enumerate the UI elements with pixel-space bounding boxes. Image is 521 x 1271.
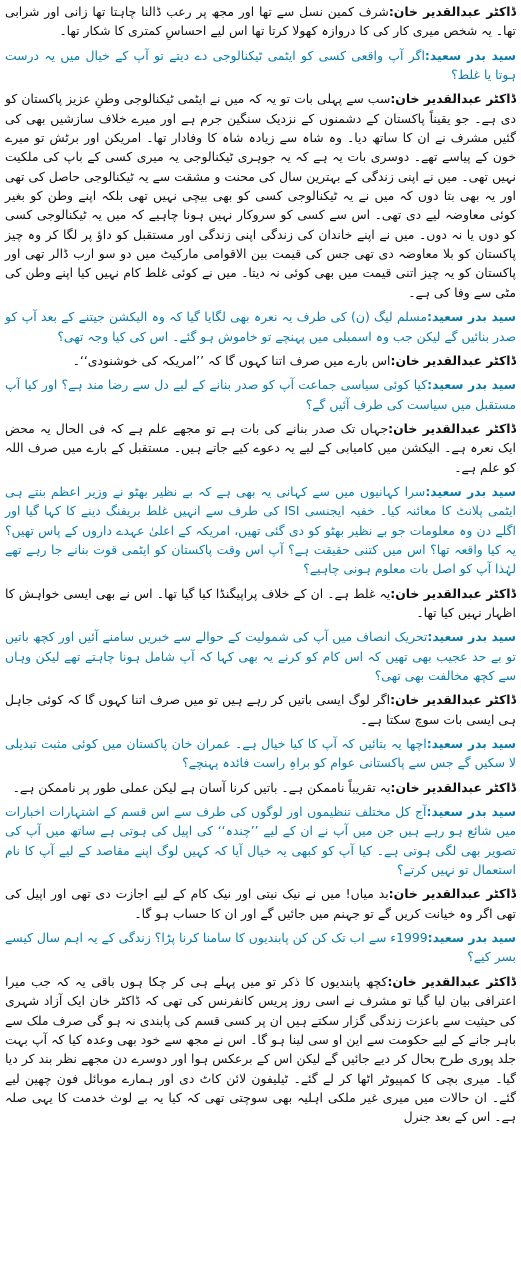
speaker-label: سید بدر سعید:: [426, 309, 516, 325]
answer-text: کچھ پابندیوں کا ذکر تو میں پہلے ہی کر چکا ہوں باقی یہ کہ جب میرا اعترافی بیان لیا گیا تو مشرف نے اسی روز پریس کانفرنس کی تھی کہ ڈاکٹر خان ایک آزاد شہری کی حیثیت سے باعزت زندگی گزار سکتے ہیں ان پر کسی قسم کی پابندی نہ ہو گی صرف ملک سے باہر جانے کے لیے حکومت سے این او سی لینا ہو گا۔ اس نے مجھ سے خود بھی وعدہ کیا کہ آپ بہت جلد پوری طرح بحال کر دیے جائیں گے لیکن اس کے برعکس ہوا اور دوسرے دن مجھے نظر بند کر دیا گیا۔ میری بچی کا کمپیوٹر اٹھا کر لے گئے۔ ٹیلیفون لائن کاٹ دی اور ہمارے موبائل فون چھین لیے گئے۔ ان حالات میں میری غیر ملکی اہلیہ بھی سوچتی تھی کہ کیا یہ بے لوث خدمت کا یہی صلہ ہے۔ اس کے بعد جنرل: [5, 973, 516, 1125]
speaker-label: سید بدر سعید:: [427, 930, 516, 946]
question-paragraph: [5, 482, 516, 579]
answer-paragraph: [5, 972, 516, 1127]
question-text: اچھا یہ بتائیں کہ آپ کا کیا خیال ہے۔ عمران خان پاکستان میں کوئی مثبت تبدیلی لا سکیں گے جس سے پاکستانی عوام کو براہِ راست فائدہ پہنچے؟: [5, 736, 516, 771]
question-text: کیا کوئی سیاسی جماعت آپ کو صدر بنانے کے لیے دل سے رضا مند ہے؟ اور کیا آپ مستقبل میں سیاست کی طرف آئیں گے؟: [5, 377, 516, 412]
question-paragraph: [5, 46, 516, 85]
question-text: مسلم لیگ (ن) کی طرف یہ نعرہ بھی لگایا گیا کہ وہ الیکشن جیتنے کے بعد آپ کو صدر بنائیں گے لیکن جب وہ اسمبلی میں پہنچے تو خاموش ہو گئے۔ اس کی کیا وجہ تھی؟: [5, 309, 516, 344]
speaker-label: ڈاکٹر عبدالقدیر خان:: [388, 420, 516, 436]
speaker-label: سید بدر سعید:: [427, 629, 516, 645]
speaker-label: ڈاکٹر عبدالقدیر خان:: [388, 4, 517, 19]
answer-text: اس بارے میں صرف اتنا کہوں گا کہ ’’امریکہ کی خوشنودی‘‘۔: [72, 352, 391, 368]
answer-text: یہ تقریباً ناممکن ہے۔ باتیں کرنا آسان ہے لیکن عملی طور پر ناممکن ہے۔: [12, 779, 391, 795]
speaker-label: سید بدر سعید:: [426, 736, 516, 752]
answer-text: سب سے پہلی بات تو یہ کہ میں نے ایٹمی ٹیکنالوجی وطنِ عزیز پاکستان کو دی ہے۔ جو یقیناً پاکستان کے دشمنوں کے نزدیک سنگین جرم ہے اور میرے خلاف سازشیں بھی کی گئیں مشرف نے ان کا ساتھ دیا۔ وہ شاہ سے زیادہ شاہ کا وفادار تھا۔ امریکن اور برٹش تو میرے خون کے پیاسے تھے۔ دوسری بات یہ ہے کہ یہ جوہری ٹیکنالوجی یہ میری کسی کے باپ کی ملکیت نہیں تھی۔ میں نے اپنی زندگی کے بہترین سال کی محنت و مشقت سے یہ ٹیکنالوجی حاصل کی تھی اور یہ بھی بتا دوں کہ میں نے یہ ٹیکنالوجی کسی کو بھی بیچی نہیں تھی بلکہ اپنے وطن کو بغیر کوئی معاوضہ لیے دی تھی۔ اس سے کسی کو سروکار نہیں ہونا چاہیے کہ میں یہ ٹیکنالوجی کسی کو دوں یا نہ دوں۔ میں نے اپنے خاندان کی زندگی اپنی زندگی اور مستقبل کو داؤ پر لگا کر وہ چیز پاکستان کو بلا معاوضہ دی تھی جس کی قیمت بین الاقوامی مارکیٹ میں دو سو ارب ڈالر تھی اور پاکستان کو یہ چیز اتنی قیمت میں بھی کوئی نہ دیتا۔ میں نے کوئی غلط کام نہیں کیا اپنے وطن کی مٹی سے وفا کی ہے۔: [5, 91, 516, 300]
answer-paragraph: [5, 351, 516, 370]
question-text: سرا کہانیوں میں سے کہانی یہ بھی ہے کہ بے نظیر بھٹو نے وزیر اعظم بنتے ہی ایٹمی پلانٹ کا معائنہ کیا۔ خفیہ ایجنسی ISI کی طرف سے انہیں غلط بریفنگ دینے کا کہا گیا اور اگلے دن وہ معلومات جو بے نظیر بھٹو کو دی گئی تھیں، امریکہ کے اعلیٰ عہدے داروں کے پاس تھیں؟ یہ کیا واقعہ تھا؟ اس میں کتنی حقیقت ہے؟ آپ اس وقت پاکستان کو ایٹمی قوت بنانے جا رہے تھے لہٰذا آپ کو اصل بات معلوم ہونی چاہیے؟: [5, 483, 516, 577]
speaker-label: ڈاکٹر عبدالقدیر خان:: [387, 973, 516, 989]
answer-paragraph: [5, 778, 516, 797]
speaker-label: ڈاکٹر عبدالقدیر خان:: [390, 692, 516, 708]
speaker-label: سید بدر سعید:: [426, 804, 516, 820]
answer-text: بد میاں! میں نے نیک نیتی اور نیک کام کے لیے اجازت دی تھی اور اپیل کی تھی اگر وہ خیانت کریں گے تو جہنم میں جائیں گے اور ان کا حساب ہو گا۔: [5, 886, 516, 921]
answer-paragraph: [5, 419, 516, 477]
question-text: 1999ء سے اب تک کن کن پابندیوں کا سامنا کرنا پڑا؟ زندگی کے یہ اہم سال کیسے بسر کیے؟: [5, 930, 516, 965]
question-paragraph: [5, 802, 516, 879]
speaker-label: سید بدر سعید:: [425, 483, 516, 499]
question-paragraph: [5, 734, 516, 773]
speaker-label: سید بدر سعید:: [424, 47, 516, 63]
answer-paragraph: [5, 89, 516, 302]
answer-paragraph: [5, 884, 516, 923]
answer-text: اگر لوگ ایسی باتیں کر رہے ہیں تو میں صرف اتنا کہوں گا کہ کوئی جاہل ہی ایسی بات سوچ سکتا ہے۔: [5, 692, 516, 727]
speaker-label: ڈاکٹر عبدالقدیر خان:: [388, 886, 516, 902]
speaker-label: سید بدر سعید:: [427, 377, 516, 393]
question-paragraph: [5, 627, 516, 685]
answer-text: جہاں تک صدر بنانے کی بات ہے تو مجھے علم ہے کہ فی الحال یہ محض ایک نعرہ ہے۔ الیکشن میں کامیابی کے لیے یہ دعوے کیے جاتے ہیں۔ مستقبل کے بارے میں صرف اللہ کو علم ہے۔: [5, 420, 516, 475]
speaker-label: ڈاکٹر عبدالقدیر خان:: [390, 585, 516, 601]
question-paragraph: [5, 928, 516, 967]
answer-text: یہ غلط ہے۔ ان کے خلاف پراپیگنڈا کیا گیا تھا۔ اس نے بھی ایسی خواہش کا اظہار نہیں کیا تھا۔: [5, 585, 516, 620]
speaker-label: ڈاکٹر عبدالقدیر خان:: [390, 91, 516, 107]
speaker-label: ڈاکٹر عبدالقدیر خان:: [390, 779, 516, 795]
speaker-label: ڈاکٹر عبدالقدیر خان:: [390, 352, 516, 368]
answer-paragraph: [5, 584, 516, 623]
question-text: تحریک انصاف میں آپ کی شمولیت کے حوالے سے خبریں سامنے آئیں اور کچھ باتیں تو بے حد عجیب بھی تھیں کہ اس کام کو کرنے یہ بھی کہا کہ آپ شامل ہونا چاہتے تھے لیکن وہاں سے کچھ مخالفت بھی تھی؟: [5, 629, 516, 683]
answer-paragraph: [5, 2, 516, 41]
question-text: اگر آپ واقعی کسی کو ایٹمی ٹیکنالوجی دے دیتے تو آپ کے خیال میں یہ درست ہوتا یا غلط؟: [5, 47, 516, 83]
answer-text: شرف کمین نسل سے تھا اور مجھ پر رعب ڈالنا چاہتا تھا زانی اور شرابی تھا۔ یہ شخص میری کار کی کا دروازہ کھولا کرتا تھا اس لیے احساسِ کمتری کا شکار تھا۔: [5, 4, 516, 39]
question-text: آج کل مختلف تنظیموں اور لوگوں کی طرف سے اس قسم کے اشتہارات اخبارات میں شائع ہو رہے ہیں جن میں آپ نے ان کے لیے ’’چندہ‘‘ کی اپیل کی ہوتی ہے ساتھ میں آپ کی تصویر بھی لگی ہوتی ہے۔ کیا آپ کو کبھی یہ خیال آیا کہ کہیں لوگ اپنے مقاصد کے لیے آپ کا نام استعمال تو نہیں کرتے؟: [5, 804, 516, 878]
answer-paragraph: [5, 690, 516, 729]
question-paragraph: [5, 307, 516, 346]
question-paragraph: [5, 375, 516, 414]
